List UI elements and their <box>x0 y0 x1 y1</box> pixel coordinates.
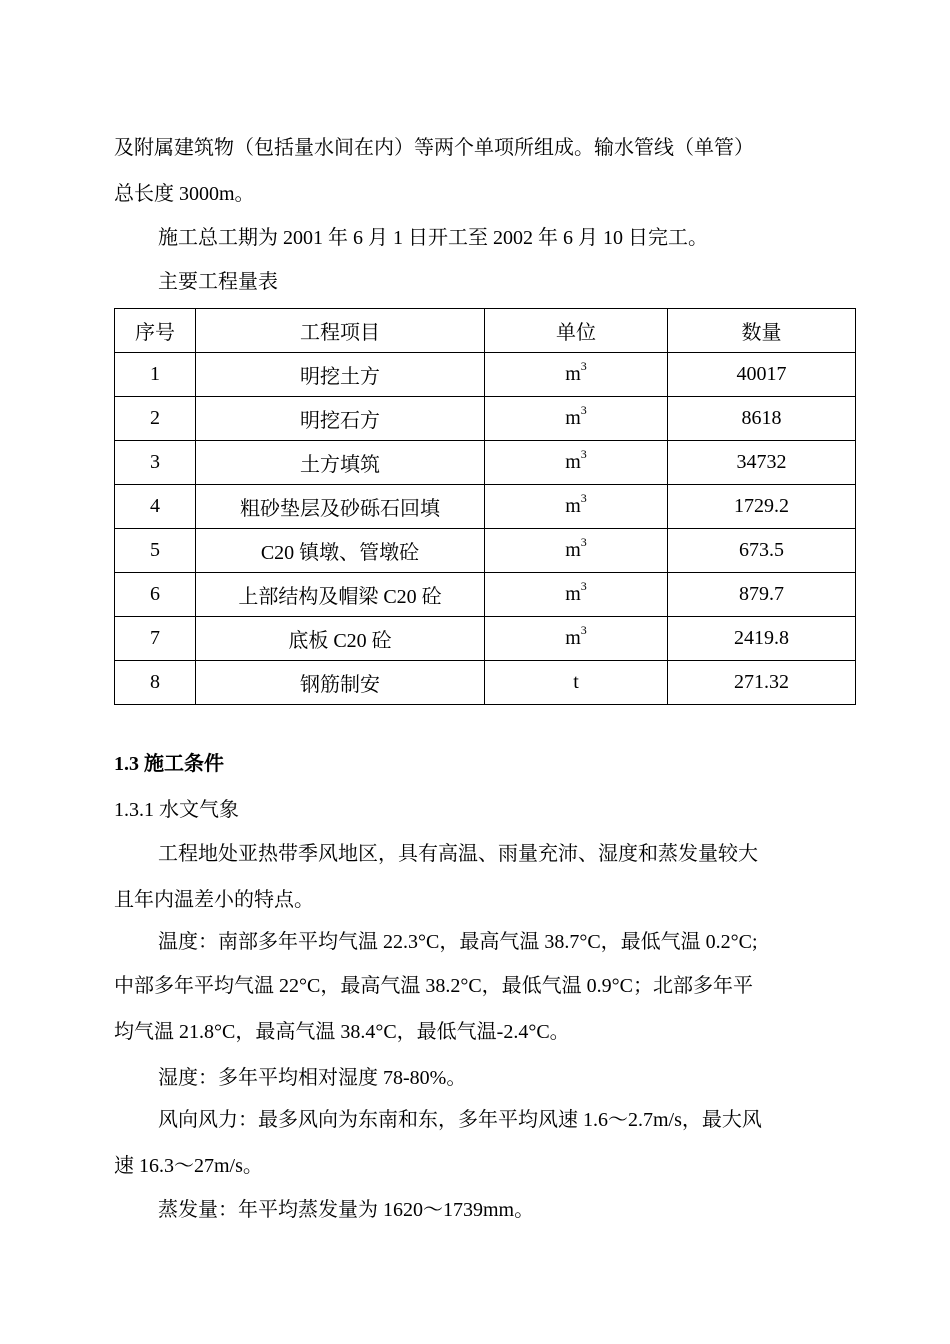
cell-qty: 673.5 <box>668 529 856 573</box>
unit-superscript: 3 <box>580 447 587 462</box>
cell-qty: 34732 <box>668 441 856 485</box>
cell-item: 上部结构及帽梁 C20 砼 <box>196 573 485 617</box>
cell-unit <box>485 529 668 573</box>
temperature-paragraph-line: 中部多年平均气温 22°C，最高气温 38.2°C，最低气温 0.9°C；北部多年平 <box>114 975 754 997</box>
subsection-heading: 1.3.1 水文气象 <box>114 799 239 821</box>
unit-superscript: 3 <box>580 359 587 374</box>
unit-superscript: 3 <box>580 403 587 418</box>
header-no: 序号 <box>115 309 196 353</box>
temperature-paragraph-line: 温度：南部多年平均气温 22.3°C，最高气温 38.7°C，最低气温 0.2°C; <box>158 931 758 953</box>
table-caption: 主要工程量表 <box>158 271 278 293</box>
unit-text: m <box>565 407 581 429</box>
table-row <box>115 441 856 485</box>
cell-no: 6 <box>115 573 196 617</box>
intro-line-1: 及附属建筑物（包括量水间在内）等两个单项所组成。输水管线（单管） <box>114 137 754 159</box>
cell-unit <box>485 573 668 617</box>
temperature-paragraph-line: 均气温 21.8°C，最高气温 38.4°C，最低气温-2.4°C。 <box>114 1021 570 1043</box>
unit-text: m <box>565 583 581 605</box>
quantity-table <box>114 308 856 705</box>
unit-text: m <box>565 495 581 517</box>
evaporation-paragraph: 蒸发量：年平均蒸发量为 1620～1739mm。 <box>158 1199 535 1221</box>
unit-text: m <box>565 451 581 473</box>
unit-text: m <box>565 539 581 561</box>
cell-item: C20 镇墩、管墩砼 <box>196 529 485 573</box>
cell-item: 底板 C20 砼 <box>196 617 485 661</box>
cell-item: 钢筋制安 <box>196 661 485 705</box>
cell-qty: 271.32 <box>668 661 856 705</box>
humidity-paragraph: 湿度：多年平均相对湿度 78-80%。 <box>158 1067 467 1089</box>
climate-paragraph-line: 工程地处亚热带季风地区，具有高温、雨量充沛、湿度和蒸发量较大 <box>158 843 758 865</box>
table-row <box>115 353 856 397</box>
wind-paragraph-line: 风向风力：最多风向为东南和东，多年平均风速 1.6～2.7m/s，最大风 <box>158 1109 762 1131</box>
schedule-text: 施工总工期为 2001 年 6 月 1 日开工至 2002 年 6 月 10 日完工。 <box>158 227 708 249</box>
intro-line-2: 总长度 3000m。 <box>114 183 255 205</box>
header-unit: 单位 <box>485 309 668 353</box>
cell-unit <box>485 441 668 485</box>
cell-qty: 879.7 <box>668 573 856 617</box>
table-header-row <box>115 309 856 353</box>
cell-no: 2 <box>115 397 196 441</box>
unit-superscript: 3 <box>580 623 587 638</box>
unit-text: m <box>565 627 581 649</box>
cell-qty: 1729.2 <box>668 485 856 529</box>
wind-paragraph-line: 速 16.3～27m/s。 <box>114 1155 263 1177</box>
cell-no: 7 <box>115 617 196 661</box>
table-row <box>115 529 856 573</box>
cell-unit <box>485 353 668 397</box>
climate-paragraph-line: 且年内温差小的特点。 <box>114 889 314 911</box>
table-row <box>115 485 856 529</box>
cell-no: 3 <box>115 441 196 485</box>
cell-no: 1 <box>115 353 196 397</box>
unit-superscript: 3 <box>580 535 587 550</box>
cell-no: 4 <box>115 485 196 529</box>
cell-qty: 2419.8 <box>668 617 856 661</box>
cell-unit <box>485 397 668 441</box>
cell-unit <box>485 485 668 529</box>
table-row <box>115 397 856 441</box>
header-item: 工程项目 <box>196 309 485 353</box>
cell-no: 8 <box>115 661 196 705</box>
table-row <box>115 617 856 661</box>
cell-qty: 8618 <box>668 397 856 441</box>
cell-item: 明挖石方 <box>196 397 485 441</box>
cell-qty: 40017 <box>668 353 856 397</box>
cell-item: 明挖土方 <box>196 353 485 397</box>
section-heading: 1.3 施工条件 <box>114 753 224 775</box>
unit-superscript: 3 <box>580 491 587 506</box>
cell-no: 5 <box>115 529 196 573</box>
unit-text: m <box>565 363 581 385</box>
table-row <box>115 661 856 705</box>
unit-superscript: 3 <box>580 579 587 594</box>
cell-item: 土方填筑 <box>196 441 485 485</box>
unit-text: t <box>573 671 579 693</box>
cell-item: 粗砂垫层及砂砾石回填 <box>196 485 485 529</box>
table-row <box>115 573 856 617</box>
cell-unit <box>485 661 668 705</box>
header-qty: 数量 <box>668 309 856 353</box>
cell-unit <box>485 617 668 661</box>
